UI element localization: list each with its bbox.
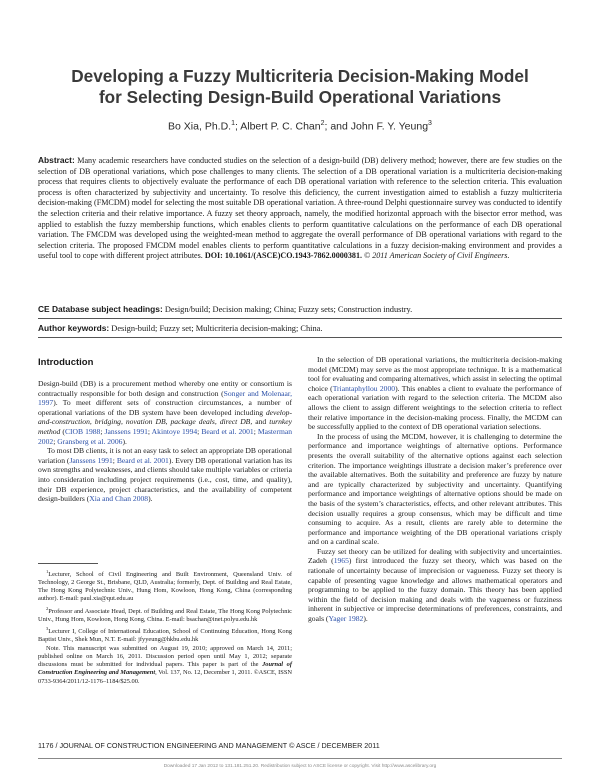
abstract-text: Many academic researchers have conducted studies on the selection of a design-build (DB) delivery method; however, there are few studies on the selection of DB operational variations, which pose challenges to many clients. The selection of a DB operational variation is a multicriteria decision-making process that requires clients to objectively evaluate the performance of each DB operational variation with reference to the selection criteria. This evaluation process is often characterized by subjectivity and uncertainty. To resolve this deficiency, the current investigation aimed to establish a fuzzy multicriteria decision-making (FMCDM) model for selecting the most suitable DB operational variation. A three-round Delphi questionnaire survey was conducted to identify the selection criteria and their relative importance. A fuzzy set theory approach, namely, the modified horizontal approach with the bisector error method, was applied to establish the fuzzy membership functions, which enables clients to perform quantitative calculations on the performance of each DB operational variation. The FMCDM was developed using the weighted-mean method to aggregate the overall performance of DB operational variations with regard to the selection criteria. The proposed FMCDM model enables clients to perform quantitative calculations in a fuzzy decision-making environment and provides a useful tool to cope with different project attributes. [38, 156, 562, 261]
text: Professor and Associate Head, Dept. of Building and Real Estate, The Hong Kong Polytechnic Univ., Hung Hom, Kowloon, Hong Kong, China. E-mail: bsachan@inet.polyu.edu.hk [38, 607, 292, 623]
citation-link[interactable]: Songer and Molenaar, 1997 [38, 388, 292, 408]
submission-note [38, 645, 292, 685]
ce-database-label: CE Database subject headings: [38, 304, 163, 314]
footnote-1 [38, 568, 292, 604]
citation-link[interactable]: Masterman 2002 [38, 426, 293, 446]
author-keywords-label: Author keywords: [38, 323, 110, 333]
text: ; [197, 426, 202, 436]
author-list [30, 120, 570, 133]
citation-link[interactable]: CIOB 1988 [64, 426, 101, 436]
text: Lecturer I, College of International Education, School of Continuing Education, Hong Kong Baptist Univ., Shek Mun, N.T. E-mail: jfyyeung@hkbu.edu.hk [38, 627, 292, 644]
journal-name: Journal of Construction Engineering and Management [38, 661, 292, 677]
citation-link[interactable]: Triantaphyllou 2000 [332, 383, 396, 393]
citation-link[interactable]: Gransberg et al. 2006 [57, 436, 123, 446]
copyright-notice: © 2011 American Society of Civil Engineers. [362, 251, 510, 261]
author-2: ; Albert P. C. Chan [234, 120, 321, 133]
text: ). This enables a client to evaluate the performance of each operational variation with regard to the selection criteria. The MCDM also allows the client to assign different weightings to the selection criteria to reflect their relative importance in the decision-making process. Finally, the MCDM can be successfully applied to the context of DB operational variation selections. [308, 383, 563, 432]
right-column [308, 355, 562, 624]
text: and [252, 417, 270, 427]
paragraph [38, 446, 292, 504]
text: develop-and-construction, bridging, novation DB, package deals, direct DB, [38, 407, 292, 427]
author-keywords [38, 323, 562, 333]
download-notice: Downloaded 17 Jan 2012 to 131.181.251.20. Redistribution subject to ASCE license or copyright. Visit http://www.ascelibrary.org [163, 764, 437, 769]
paragraph [308, 547, 562, 624]
citation-link[interactable]: Akintoye 1994 [151, 426, 198, 436]
text: ). [148, 494, 153, 504]
text: ; [100, 426, 105, 436]
text: Lecturer, School of Civil Engineering and Built Environment, Queensland Univ. of Technology, 2 George St., Brisbane, QLD, Australia; formerly, Dept. of Building and Real Estate, The Hong Kong Polytechnic Univ., Hung Hom, Kowloon, Hong Kong, China (corresponding author). E-mail: paul.xia@qut.edu.au [38, 571, 292, 603]
title-line-1: Developing a Fuzzy Multicriteria Decision-Making Model [71, 66, 529, 86]
citation-link[interactable]: Janssens 1991 [69, 455, 113, 465]
abstract [38, 155, 562, 262]
abstract-label: Abstract: [38, 155, 75, 165]
text: ( [60, 426, 65, 436]
page-footer: 1176 / JOURNAL OF CONSTRUCTION ENGINEERING AND MANAGEMENT © ASCE / DECEMBER 2011 [38, 741, 380, 750]
citation-link[interactable]: Xia and Chan 2008 [89, 494, 149, 504]
text: turnkey method [38, 417, 292, 436]
footnote-divider [38, 563, 98, 564]
text: ; [147, 426, 152, 436]
footer-divider [38, 758, 562, 759]
paragraph [308, 355, 562, 432]
ce-database-headings [38, 304, 562, 314]
text: ) first introduced the fuzzy set theory, which was based on the rationale of uncertainty because of imprecision or vagueness. Fuzzy set theory is capable of presenting vague knowledge and allows mathematical operators and programming to be applied to the fuzzy domain. This theory has been applied within the field of decision making and deals with the vagueness or fuzziness inherent in subjective or imprecise determinations of preferences, constraints, and goals ( [308, 556, 562, 624]
author-3-affil: 3 [428, 120, 432, 127]
text: ). Every DB operational variation has its own strengths and weaknesses, and clients should take multiple variables or criteria into consideration including project requirements (i.e., cost, time, and quality), their DB experience, project characteristics, and the availability of competent design-builders ( [38, 455, 293, 504]
author-keywords-text: Design-build; Fuzzy set; Multicriteria decision-making; China. [109, 324, 323, 333]
paper-title [30, 66, 570, 108]
citation-link[interactable]: Beard et al. 2001 [201, 426, 254, 436]
footnote-3 [38, 625, 292, 644]
citation-link[interactable]: 1965 [333, 556, 349, 566]
citation-link[interactable]: Beard et al. 2001 [116, 455, 169, 465]
footnote-2 [38, 605, 292, 624]
text: ; [112, 455, 117, 465]
author-1-affil: 1 [231, 120, 235, 127]
citation-link[interactable]: Yager 1982 [328, 614, 364, 624]
text: , Vol. 137, No. 12, December 1, 2011. ©ASCE, ISSN 0733-9364/2011/12-1176–1184/$25.00. [38, 669, 292, 685]
citation-link[interactable]: Janssens 1991 [104, 426, 148, 436]
text: ; [53, 436, 58, 446]
footnote-marker: 2 [46, 605, 49, 611]
left-column [38, 379, 292, 504]
text: ). [122, 436, 127, 446]
ce-database-text: Design/build; Decision making; China; Fuzzy sets; Construction industry. [162, 305, 413, 314]
title-line-2: for Selecting Design-Build Operational Variations [98, 87, 502, 107]
text: ). To meet different sets of construction circumstances, a number of operational variations of the DB system have been developed including [38, 398, 292, 417]
author-3: ; and John F. Y. Yeung [324, 120, 429, 133]
text: ). [363, 614, 368, 624]
divider [38, 318, 562, 319]
text: Fuzzy set theory can be utilized for dealing with subjectivity and uncertainties. Zadeh ( [308, 546, 562, 566]
paragraph: In the process of using the MCDM, however, it is challenging to determine the performance and importance weightings of alternative options. Performance presents the overall suitability of the alternative options against each selection criterion. The importance weightings illustrate a decision maker’s preference over the available alternatives. Both the suitability and preference are fuzzy by nature and are typically characterized by subjectivity and uncertainty. Quantifying performance and importance weightings of alternative options should be made on the basis of the system’s characteristics, effects, and other relevant attributes. This decision usually requires a group consensus, which may be difficult and time consuming to acquire. As a result, clients are rarely able to determine the performance and importance weighting of the DB operational variations crisply and on a cardinal scale. [308, 431, 562, 547]
text: Design-build (DB) is a procurement method whereby one entity or consortium is contractually responsible for both design and construction ( [38, 379, 292, 398]
text: In the selection of DB operational variations, the multicriteria decision-making model (MCDM) may serve as the most appropriate technique. It is a mathematical tool for evaluating and comparing alternatives, which assist in selecting the optimal choice ( [308, 355, 562, 393]
footnote-marker: 1 [46, 569, 49, 574]
divider [38, 337, 562, 338]
text: ; [253, 426, 258, 436]
text: Note. This manuscript was submitted on August 19, 2010; approved on March 14, 2011; published online on March 16, 2011. Discussion period open until May 1, 2012; separate discussions must be submitted for individual papers. This paper is part of the [38, 645, 292, 669]
author-1: Bo Xia, Ph.D. [168, 120, 232, 133]
author-2-affil: 2 [320, 120, 325, 127]
paragraph [38, 379, 292, 446]
footnote-marker: 3 [46, 625, 49, 631]
footnotes [38, 568, 292, 687]
section-heading-introduction: Introduction [38, 357, 94, 368]
doi-link[interactable]: DOI: 10.1061/(ASCE)CO.1943-7862.0000381. [204, 251, 363, 261]
text: To most DB clients, it is not an easy task to select an appropriate DB operational variation ( [38, 446, 292, 465]
